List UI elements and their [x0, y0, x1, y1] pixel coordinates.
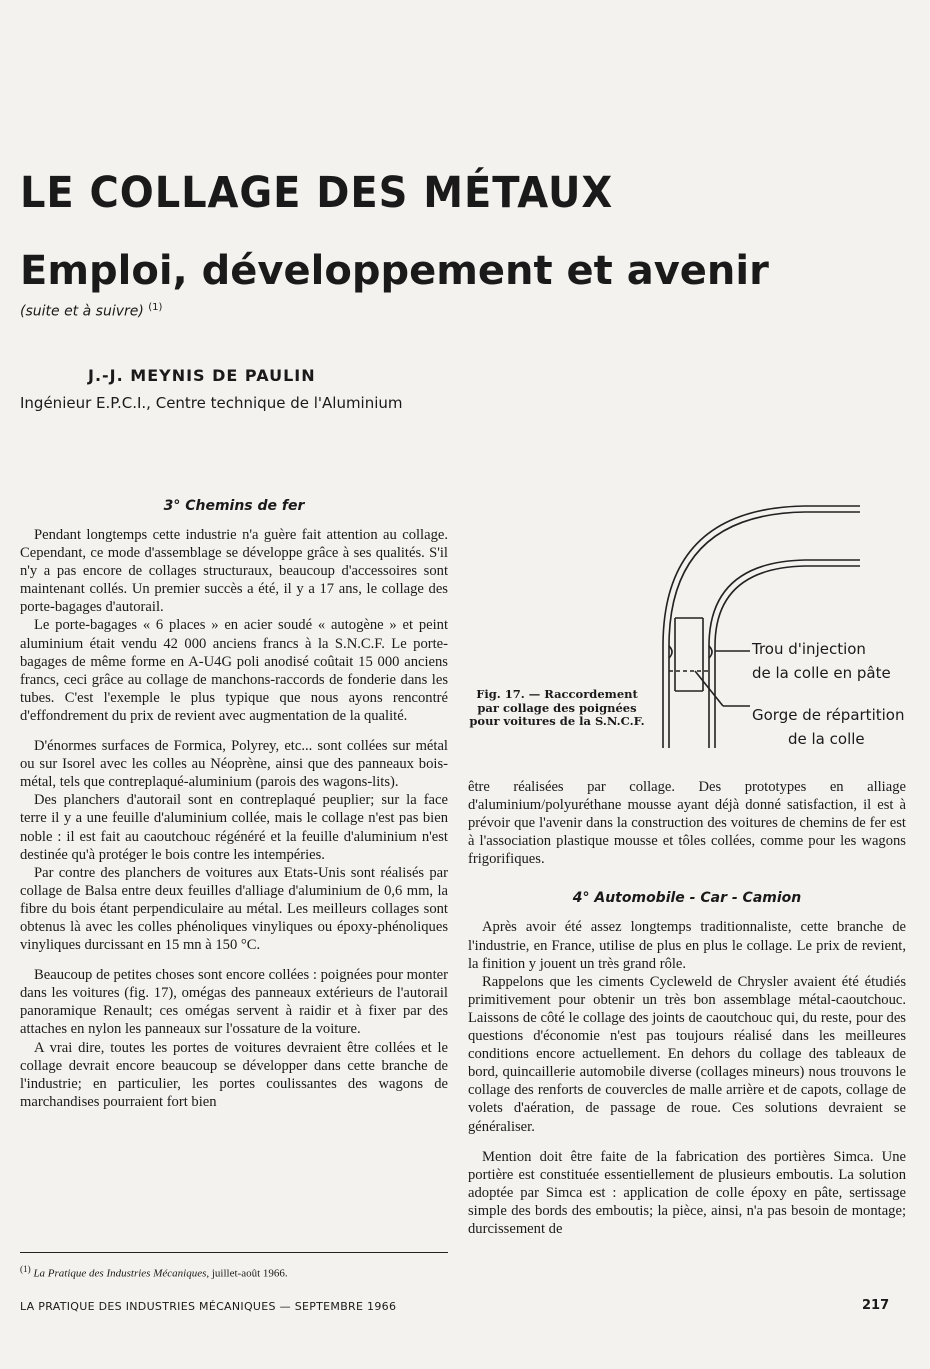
- paragraph: Mention doit être faite de la fabrication des portières Simca. Une portière est constituée essentiellement de plusieurs emboutis. La solution adoptée par Simca est : application de colle époxy en pâte, sertissage simple des bords des emboutis; la pièce, ainsi, n'a pas besoin de montage; durcissement de: [468, 1148, 906, 1237]
- paragraph: être réalisées par collage. Des prototypes en alliage d'aluminium/polyuréthane mousse ayant déjà donné satisfaction, il est à prévoir que l'avenir dans la construction des voitures de chemins de fer est à l'association plastique mousse et tôles collées, comme pour les wagons frigorifiques.: [468, 779, 906, 868]
- article-subtitle: Emploi, développement et avenir: [20, 248, 769, 294]
- figure-label: Trou d'injection: [752, 640, 866, 658]
- figure-label: de la colle: [788, 730, 865, 748]
- page-number: 217: [862, 1298, 890, 1313]
- paragraph: Rappelons que les ciments Cycleweld de Chrysler avaient été étudiés primitivement pour obtenir un très bon assemblage métal-caoutchouc. Laissons de côté le collage des joints de caoutchouc qui, du reste, pour des questions d'économie n'est pas toujours réalisé dans les meilleures conditions encore actuellement. En dehors du collage des tableaux de bord, quincaillerie automobile diverse (collages mineurs) nous trouvons le collage des renforts de couvercles de malle arrière et de capots, collage de volets d'aération, de passage de roue. Ces solutions devraient se généraliser.: [468, 973, 906, 1135]
- paragraph: Le porte-bagages « 6 places » en acier soudé « autogène » et peint aluminium était vendu 42 000 anciens francs à la S.N.C.F. Le porte-bagages de même forme en A-U4G poli anodisé coûtait 15 000 anciens francs, ceci grâce au collage de manchons-raccords de fonderie dans les tubes. C'est l'exemple le plus typique que nous ayons rencontré d'effondrement du prix de revient avec augmentation de la qualité.: [20, 617, 448, 724]
- paragraph: A vrai dire, toutes les portes de voitures devraient être collées et le collage devrait encore beaucoup se développer dans cette branche de l'industrie; en particulier, les portes coulissantes des wagons de marchandises pourraient fort bien: [20, 1039, 448, 1110]
- paragraph: Beaucoup de petites choses sont encore collées : poignées pour monter dans les voitures (fig. 17), omégas des panneaux extérieurs de l'autorail panoramique Renault; ces omégas servent à raidir et à fixer par des attaches en nylon les panneaux sur l'ossature de la voiture.: [20, 967, 448, 1038]
- paragraph: Après avoir été assez longtemps traditionnaliste, cette branche de l'industrie, en France, utilise de plus en plus le collage. Le prix de revient, la finition y jouent un très grand rôle.: [468, 919, 906, 972]
- paragraph: D'énormes surfaces de Formica, Polyrey, etc... sont collées sur métal ou sur Isorel avec les colles au Néoprène, ainsi que des panneaux bois-métal, tels que contreplaqué-aluminium (parois des wagons-lits).: [20, 738, 448, 791]
- series-note: (suite et à suivre) $^{(1)}$: [20, 302, 163, 320]
- section-4-heading: 4° Automobile - Car - Camion: [572, 890, 802, 907]
- footnote-divider: [20, 1252, 448, 1253]
- paragraph: Pendant longtemps cette industrie n'a guère fait attention au collage. Cependant, ce mode d'assemblage se développe grâce à ses qualités. S'il n'y a pas encore de collages structuraux, beaucoup d'accessoires sont maintenant collés. Un premier succès a été, il y a 17 ans, le collage des porte-bagages d'autorail.: [20, 527, 448, 616]
- section-3-heading: 3° Chemins de fer: [163, 498, 305, 514]
- figure-caption: Fig. 17. — Raccordement par collage des poignées pour voitures de la S.N.C.F.: [469, 687, 645, 728]
- page-footer: LA PRATIQUE DES INDUSTRIES MÉCANIQUES — SEPTEMBRE 1966: [20, 1300, 397, 1313]
- left-column: [20, 498, 448, 1111]
- paragraph: Des planchers d'autorail sont en contreplaqué peuplier; sur la face terre il y a une feuille d'aluminium collée, mais le collage n'est pas bien noble : il est fait au caoutchouc régénéré et la feuille d'aluminium n'est destinée qu'à protéger le bois contre les intempéries.: [20, 792, 448, 863]
- figure-label: Gorge de répartition: [752, 706, 905, 724]
- right-column: [468, 778, 906, 1238]
- footnote: $^{(1)}$ La Pratique des Industries Mécaniques, juillet-août 1966.: [20, 1264, 288, 1280]
- author-name: J.-J. MEYNIS DE PAULIN: [88, 366, 316, 385]
- article-title: LE COLLAGE DES MÉTAUX: [20, 168, 614, 218]
- author-affiliation: Ingénieur E.P.C.I., Centre technique de l'Aluminium: [20, 394, 403, 412]
- paragraph: Par contre des planchers de voitures aux Etats-Unis sont réalisés par collage de Balsa entre deux feuilles d'alliage d'aluminium de 0,6 mm, la fibre du bois étant perpendiculaire au métal. Les meilleurs collages sont obtenus là avec les colles phénoliques vinyliques ou époxy-phénoliques vinyliques durcissant en 15 mn à 150 °C.: [20, 864, 448, 954]
- figure-label: de la colle en pâte: [752, 664, 891, 682]
